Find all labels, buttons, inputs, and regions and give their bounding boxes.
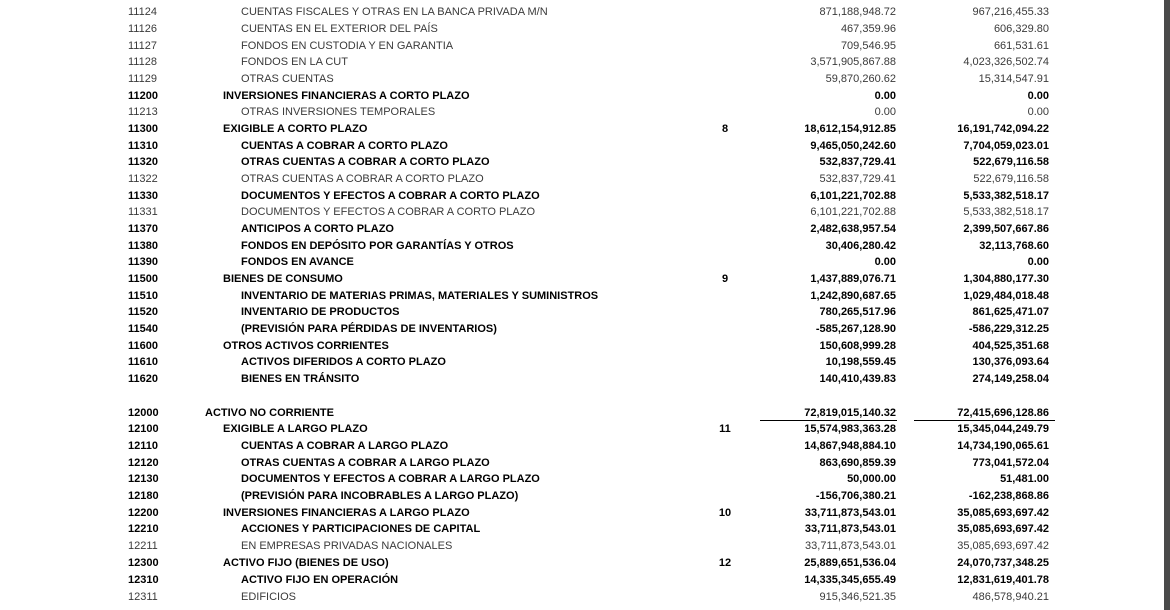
account-description: EDIFICIOS: [241, 591, 297, 603]
account-description: FONDOS EN LA CUT: [241, 56, 348, 68]
account-description: OTRAS CUENTAS A COBRAR A LARGO PLAZO: [241, 457, 490, 469]
account-description: EN EMPRESAS PRIVADAS NACIONALES: [241, 540, 453, 552]
table-row: [0, 438, 1164, 454]
amount-current: 150,608,999.28: [819, 340, 896, 352]
account-description: ANTICIPOS A CORTO PLAZO: [241, 223, 394, 235]
amount-current: 15,574,983,363.28: [804, 423, 896, 435]
account-description: ACTIVO NO CORRIENTE: [205, 407, 334, 419]
account-code: 11370: [128, 223, 158, 235]
table-row: [0, 104, 1164, 120]
amount-current: 0.00: [874, 106, 896, 118]
table-row: [0, 121, 1164, 137]
account-code: 11320: [128, 156, 158, 168]
account-description: OTRAS INVERSIONES TEMPORALES: [241, 106, 436, 118]
account-code: 11540: [128, 323, 158, 335]
account-code: 11310: [128, 140, 158, 152]
account-description: DOCUMENTOS Y EFECTOS A COBRAR A CORTO PLAZO: [241, 206, 536, 218]
table-row: [0, 471, 1164, 487]
account-code: 12120: [128, 457, 159, 469]
table-row: [0, 154, 1164, 170]
amount-current: 1,242,890,687.65: [810, 290, 896, 302]
account-description: OTRAS CUENTAS A COBRAR A CORTO PLAZO: [241, 156, 490, 168]
table-row: [0, 455, 1164, 471]
account-code: 11322: [128, 173, 158, 185]
account-description: ACCIONES Y PARTICIPACIONES DE CAPITAL: [241, 523, 481, 535]
amount-current: 2,482,638,957.54: [810, 223, 896, 235]
amount-current: 6,101,221,702.88: [810, 190, 896, 202]
note-number: 12: [718, 557, 732, 569]
account-description: FONDOS EN DEPÓSITO POR GARANTÍAS Y OTROS: [241, 240, 514, 252]
amount-previous: 5,533,382,518.17: [963, 206, 1049, 218]
table-row: [0, 171, 1164, 187]
table-row: [0, 371, 1164, 387]
amount-current: 863,690,859.39: [819, 457, 896, 469]
account-description: BIENES DE CONSUMO: [223, 273, 343, 285]
table-row: [0, 204, 1164, 220]
account-description: EXIGIBLE A LARGO PLAZO: [223, 423, 368, 435]
scrollbar-edge[interactable]: [1164, 0, 1170, 610]
amount-current: 25,889,651,536.04: [804, 557, 896, 569]
account-description: EXIGIBLE A CORTO PLAZO: [223, 123, 368, 135]
account-code: 11124: [128, 6, 157, 18]
amount-current: 18,612,154,912.85: [804, 123, 896, 135]
table-row: [0, 88, 1164, 104]
account-code: 12180: [128, 490, 159, 502]
account-code: 11331: [128, 206, 158, 218]
note-number: 8: [721, 123, 729, 135]
table-row: [0, 188, 1164, 204]
account-description: OTRAS CUENTAS A COBRAR A CORTO PLAZO: [241, 173, 484, 185]
amount-current: 0.00: [874, 90, 896, 102]
amount-current: -156,706,380.21: [815, 490, 896, 502]
amount-previous: 15,345,044,249.79: [957, 423, 1049, 435]
amount-previous: 2,399,507,667.86: [963, 223, 1049, 235]
amount-current: 780,265,517.96: [819, 306, 896, 318]
account-description: DOCUMENTOS Y EFECTOS A COBRAR A LARGO PLAZO: [241, 473, 540, 485]
table-row: [0, 271, 1164, 287]
account-description: INVERSIONES FINANCIERAS A CORTO PLAZO: [223, 90, 470, 102]
account-code: 12100: [128, 423, 159, 435]
amount-previous: -586,229,312.25: [968, 323, 1049, 335]
account-description: CUENTAS A COBRAR A LARGO PLAZO: [241, 440, 449, 452]
amount-current: 50,000.00: [847, 473, 896, 485]
amount-current: 532,837,729.41: [819, 156, 896, 168]
amount-previous: 967,216,455.33: [972, 6, 1049, 18]
account-description: OTRAS CUENTAS: [241, 73, 334, 85]
amount-previous: 773,041,572.04: [972, 457, 1049, 469]
amount-current: 14,867,948,884.10: [804, 440, 896, 452]
amount-previous: 72,415,696,128.86: [957, 407, 1049, 419]
amount-current: 6,101,221,702.88: [810, 206, 896, 218]
account-description: (PREVISIÓN PARA INCOBRABLES A LARGO PLAZO): [241, 490, 519, 502]
amount-previous: 486,578,940.21: [972, 591, 1049, 603]
amount-current: 72,819,015,140.32: [804, 407, 896, 419]
table-row: [0, 238, 1164, 254]
amount-previous: 51,481.00: [1000, 473, 1049, 485]
amount-previous: -162,238,868.86: [968, 490, 1049, 502]
account-description: INVENTARIO DE PRODUCTOS: [241, 306, 400, 318]
account-code: 12210: [128, 523, 159, 535]
amount-previous: 404,525,351.68: [972, 340, 1049, 352]
amount-current: 140,410,439.83: [819, 373, 896, 385]
account-description: ACTIVO FIJO EN OPERACIÓN: [241, 574, 399, 586]
amount-current: 709,546.95: [840, 40, 896, 52]
account-code: 11620: [128, 373, 158, 385]
amount-previous: 274,149,258.04: [972, 373, 1049, 385]
amount-previous: 24,070,737,348.25: [957, 557, 1049, 569]
account-code: 11128: [128, 56, 157, 68]
table-row: [0, 538, 1164, 554]
account-code: 11380: [128, 240, 158, 252]
amount-previous: 5,533,382,518.17: [963, 190, 1049, 202]
account-code: 11390: [128, 256, 158, 268]
amount-previous: 130,376,093.64: [972, 356, 1049, 368]
account-description: FONDOS EN CUSTODIA Y EN GARANTIA: [241, 40, 454, 52]
note-number: 11: [719, 423, 731, 435]
amount-previous: 35,085,693,697.42: [957, 507, 1049, 519]
account-description: DOCUMENTOS Y EFECTOS A COBRAR A CORTO PLAZO: [241, 190, 540, 202]
amount-current: 14,335,345,655.49: [804, 574, 896, 586]
amount-previous: 522,679,116.58: [973, 156, 1049, 168]
amount-previous: 1,304,880,177.30: [963, 273, 1049, 285]
table-row: [0, 221, 1164, 237]
table-row: [0, 254, 1164, 270]
account-code: 11520: [128, 306, 158, 318]
amount-current: -585,267,128.90: [815, 323, 896, 335]
account-code: 11510: [128, 290, 158, 302]
table-row: [0, 304, 1164, 320]
table-row: [0, 505, 1164, 521]
account-code: 11600: [128, 340, 158, 352]
amount-previous: 1,029,484,018.48: [963, 290, 1049, 302]
table-row: [0, 21, 1164, 37]
amount-previous: 35,085,693,697.42: [957, 523, 1049, 535]
amount-previous: 0.00: [1027, 90, 1049, 102]
account-code: 11200: [128, 90, 158, 102]
amount-previous: 15,314,547.91: [978, 73, 1049, 85]
table-row: [0, 71, 1164, 87]
account-description: FONDOS EN AVANCE: [241, 256, 354, 268]
account-code: 11127: [128, 40, 157, 52]
table-row: [0, 555, 1164, 571]
account-code: 12300: [128, 557, 159, 569]
amount-previous: 661,531.61: [993, 40, 1049, 52]
account-description: INVENTARIO DE MATERIAS PRIMAS, MATERIALES Y SUMINISTROS: [241, 290, 599, 302]
amount-current: 9,465,050,242.60: [810, 140, 896, 152]
amount-current: 467,359.96: [840, 23, 896, 35]
account-code: 12310: [128, 574, 159, 586]
account-code: 11610: [128, 356, 158, 368]
account-code: 12000: [128, 407, 159, 419]
account-code: 12311: [128, 591, 158, 603]
account-description: INVERSIONES FINANCIERAS A LARGO PLAZO: [223, 507, 470, 519]
amount-previous: 12,831,619,401.78: [957, 574, 1049, 586]
account-description: OTROS ACTIVOS CORRIENTES: [223, 340, 389, 352]
table-row: [0, 338, 1164, 354]
amount-previous: 522,679,116.58: [973, 173, 1049, 185]
account-description: BIENES EN TRÁNSITO: [241, 373, 360, 385]
amount-current: 33,711,873,543.01: [804, 507, 896, 519]
account-code: 11330: [128, 190, 158, 202]
note-number: 10: [718, 507, 732, 519]
table-row: [0, 321, 1164, 337]
table-row: [0, 521, 1164, 537]
amount-previous: 606,329.80: [993, 23, 1049, 35]
amount-previous: 16,191,742,094.22: [957, 123, 1049, 135]
account-code: 11213: [128, 106, 158, 118]
note-number: 9: [721, 273, 729, 285]
amount-previous: 0.00: [1027, 106, 1049, 118]
amount-previous: 861,625,471.07: [972, 306, 1049, 318]
amount-previous: 4,023,326,502.74: [963, 56, 1049, 68]
amount-previous: 32,113,768.60: [979, 240, 1049, 252]
amount-current: 10,198,559.45: [825, 356, 896, 368]
table-row: [0, 38, 1164, 54]
amount-current: 33,711,873,543.01: [804, 523, 896, 535]
account-code: 11129: [128, 73, 157, 85]
table-row: [0, 4, 1164, 20]
amount-previous: 0.00: [1027, 256, 1049, 268]
amount-current: 915,346,521.35: [819, 591, 896, 603]
account-description: (PREVISIÓN PARA PÉRDIDAS DE INVENTARIOS): [241, 323, 497, 335]
amount-current: 871,188,948.72: [819, 6, 896, 18]
account-code: 11300: [128, 123, 158, 135]
table-row: [0, 288, 1164, 304]
total-underline-previous: [914, 420, 1055, 421]
account-code: 12110: [128, 440, 158, 452]
amount-current: 1,437,889,076.71: [810, 273, 896, 285]
account-code: 11126: [128, 23, 157, 35]
account-description: CUENTAS FISCALES Y OTRAS EN LA BANCA PRIVADA M/N: [241, 6, 548, 18]
amount-previous: 35,085,693,697.42: [957, 540, 1049, 552]
account-code: 12200: [128, 507, 159, 519]
table-row: [0, 138, 1164, 154]
amount-current: 33,711,873,543.01: [805, 540, 896, 552]
table-row: [0, 405, 1164, 421]
amount-current: 30,406,280.42: [825, 240, 896, 252]
account-code: 12130: [128, 473, 159, 485]
total-underline-current: [760, 420, 897, 421]
amount-current: 0.00: [874, 256, 896, 268]
table-row: [0, 572, 1164, 588]
amount-current: 3,571,905,867.88: [810, 56, 896, 68]
account-code: 11500: [128, 273, 158, 285]
account-description: ACTIVOS DIFERIDOS A CORTO PLAZO: [241, 356, 446, 368]
table-row: [0, 354, 1164, 370]
amount-current: 59,870,260.62: [825, 73, 896, 85]
account-description: CUENTAS EN EL EXTERIOR DEL PAÍS: [241, 23, 438, 35]
table-row: [0, 421, 1164, 437]
table-row: [0, 54, 1164, 70]
amount-current: 532,837,729.41: [819, 173, 896, 185]
account-code: 12211: [128, 540, 158, 552]
account-description: ACTIVO FIJO (BIENES DE USO): [223, 557, 389, 569]
account-description: CUENTAS A COBRAR A CORTO PLAZO: [241, 140, 448, 152]
amount-previous: 7,704,059,023.01: [963, 140, 1049, 152]
table-row: [0, 488, 1164, 504]
amount-previous: 14,734,190,065.61: [957, 440, 1049, 452]
table-row: [0, 589, 1164, 605]
